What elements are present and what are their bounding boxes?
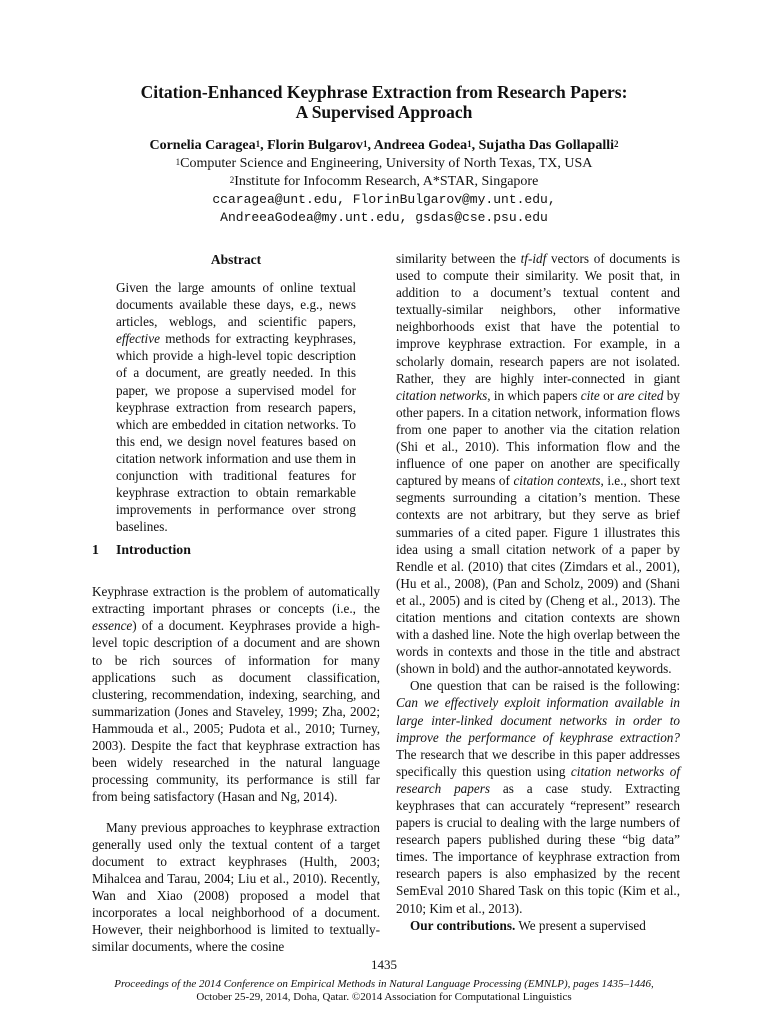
affiliation-2-text: Institute for Infocomm Research, A*STAR, Singapore: [234, 174, 539, 189]
abstract-body: [116, 279, 356, 535]
right-p1-a: similarity between the: [396, 251, 521, 266]
emails-line-2: AndreeaGodea@my.unt.edu, gsdas@cse.psu.edu: [220, 210, 548, 225]
affiliation-1-mark: 1: [175, 157, 181, 167]
author-2-affil: 1: [362, 139, 368, 149]
intro-paragraph-1: [92, 583, 380, 805]
right-paragraph-2: [396, 677, 680, 916]
right-p2-c: as a case study. Extracting keyphrases that can accurately “represent” research papers is crucial to dealing with the large numbers of research papers published during these “big data” times. The importance of keyphrase extraction from research papers is also emphasized by the recent SemEval 2010 Shared Task on this topic (Kim et al., 2010; Kim et al., 2013).: [396, 780, 681, 916]
affiliation-2-mark: 2: [229, 175, 235, 185]
intro-p1-a: Keyphrase extraction is the problem of automatically extracting important phrases or concepts (i.e., the: [92, 584, 380, 617]
page-number: 1435: [371, 957, 397, 972]
author-emails: [40, 191, 728, 227]
emails-line-1: ccaragea@unt.edu, FlorinBulgarov@my.unt.edu,: [212, 192, 556, 207]
affiliation-1-text: Computer Science and Engineering, University of North Texas, TX, USA: [180, 156, 593, 171]
right-p2-em1: Can we effectively exploit information available in large inter-linked document networks in order to improve the performance of keyphrase extraction?: [396, 695, 680, 745]
author-1: Cornelia Caragea: [149, 138, 256, 153]
right-p1-em2: citation networks: [396, 387, 488, 403]
right-p2-em2: citation networks of research papers: [396, 763, 680, 796]
right-p1-em5: citation contexts: [513, 473, 601, 489]
right-paragraph-3: [396, 917, 680, 934]
right-p2-a: One question that can be raised is the following:: [410, 678, 680, 694]
right-p1-b: vectors of documents is used to compute their similarity. We posit that, in addition to a document’s textual content and textually-similar neighbors, other informative neighborhoods exist that have the potential to improve keyphrase extraction. For example, in a scholarly domain, research papers are not isolated. Rather, they are highly inter-connected in giant: [396, 251, 681, 386]
affiliation-1: [40, 155, 728, 173]
section-heading-introduction: [92, 541, 380, 558]
right-p2-b: The research that we describe in this paper addresses specifically this question using: [396, 746, 680, 779]
abstract-heading: Abstract: [210, 252, 262, 267]
right-p1-em1: tf-idf: [520, 251, 547, 266]
introduction-body: [92, 570, 380, 969]
section-number: 1: [92, 542, 99, 557]
right-p1-em3: cite: [580, 387, 600, 403]
abstract-emphasis: effective: [116, 331, 160, 347]
author-3: Andreea Godea: [373, 138, 468, 153]
affiliation-2: [40, 173, 728, 191]
right-p1-d: or: [599, 387, 618, 403]
author-sep: ,: [471, 138, 479, 153]
intro-p1-b: ) of a document. Keyphrases provide a high-level topic description of a document and are shown to be rich sources of information for many applications such as document classification, clustering, recommendation, indexing, searching, and summarization (Jones and Staveley, 1999; Zha, 2002; Hammouda et al., 2005; Pudota et al., 2010; Turney, 2003). Despite the fact that keyphrase extraction has been widely researched in the natural language processing community, its performance is still far from being satisfactory (Hasan and Ng, 2014).: [92, 618, 380, 805]
footer-line-1: Proceedings of the 2014 Conference on Empirical Methods in Natural Language Processing (EMNLP), pages 1435–1446,: [114, 978, 654, 990]
paper-title: [40, 82, 728, 122]
author-list: [40, 137, 728, 155]
section-title: Introduction: [116, 542, 191, 557]
right-p3-b: We present a supervised: [515, 917, 646, 933]
right-paragraph-1: [396, 250, 680, 677]
intro-paragraph-2: Many previous approaches to keyphrase extraction generally used only the textual content of a target document to extract keyphrases (Hulth, 2003; Mihalcea and Tarau, 2004; Liu et al., 2010). Recently, Wan and Xiao (2008) proposed a model that incorporates a local neighborhood of a document. However, their neighborhood is limited to textually-similar documents, where the cosine: [92, 819, 380, 955]
author-4-affil: 2: [614, 139, 619, 149]
right-column: [396, 250, 680, 934]
right-p1-e: by other papers. In a citation network, information flows from one paper to another via the citation relation (Shi et al., 2010). This information flow and the influence of one paper on another are specifically captured by means of: [396, 387, 680, 489]
abstract-text-b: methods for extracting keyphrases, which provide a high-level topic description of a document, are greatly needed. In this paper, we propose a supervised model for keyphrase extraction from research papers, which are embedded in citation networks. To this end, we design novel features based on citation network information and use them in conjunction with traditional features for keyphrase extraction to obtain remarkable improvements in performance over strong baselines.: [116, 331, 356, 535]
right-p1-f: , i.e., short text segments surrounding a citation’s mention. These contexts are not arbitrary, but they serve as brief summaries of a cited paper. Figure 1 illustrates this idea using a small citation network of a paper by Rendle et al. (2010) that cites (Zimdars et al., 2001), (Hu et al., 2008), (Pan and Scholz, 2009) and (Shani et al., 2005) and is cited by (Cheng et al., 2013). The citation mentions and citation contexts are shown with a dashed line. Note the high overlap between the words in contexts and those in the title and abstract (shown in bold) and the author-annotated keywords.: [396, 473, 680, 677]
author-3-affil: 1: [467, 139, 472, 149]
intro-p1-emphasis: essence: [92, 618, 133, 634]
right-p1-c: , in which papers: [487, 387, 581, 403]
footer-line-2: October 25-29, 2014, Doha, Qatar. ©2014 Association for Computational Linguistics: [196, 990, 572, 1003]
proceedings-footer: [40, 978, 728, 1003]
title-line-1: Citation-Enhanced Keyphrase Extraction from Research Papers:: [140, 82, 628, 102]
author-sep: ,: [260, 138, 268, 153]
author-2: Florin Bulgarov: [267, 138, 363, 153]
right-p1-em4: are cited: [617, 387, 664, 403]
author-1-affil: 1: [255, 139, 261, 149]
author-sep: ,: [367, 138, 374, 153]
title-line-2: A Supervised Approach: [295, 102, 473, 122]
abstract-text-a: Given the large amounts of online textual documents available these days, e.g., news articles, weblogs, and scientific papers,: [116, 280, 356, 330]
contributions-label: Our contributions.: [410, 917, 516, 933]
author-4: Sujatha Das Gollapalli: [478, 138, 615, 153]
